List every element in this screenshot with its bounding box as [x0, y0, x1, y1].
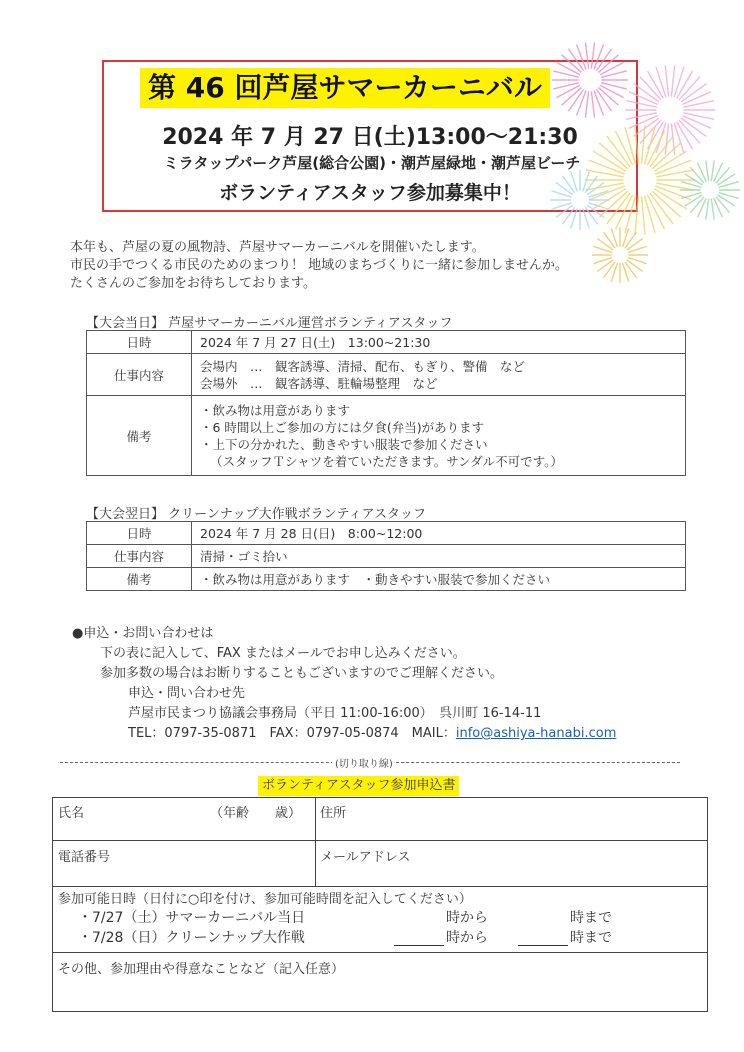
form-title: ボランティアスタッフ参加申込書 [258, 776, 459, 796]
firework-burst [585, 125, 695, 235]
form-address-field[interactable]: 住所 [320, 806, 347, 821]
day1-note-4: （スタッフＴシャツを着ていただきます。サンダル不可です。） [210, 453, 563, 469]
form-date1-until: 時まで [570, 910, 612, 926]
contact-line-2: 参加多数の場合はお断りすることもございますのでご理解ください。 [100, 666, 504, 681]
day1-datetime: 2024 年 7 月 27 日(土) 13:00~21:30 [200, 334, 431, 350]
form-email-field[interactable]: メールアドレス [320, 850, 411, 865]
day2-label-datetime: 日時 [87, 522, 192, 545]
intro-line-1: 本年も、芦屋の夏の風物詩、芦屋サマーカーニバルを開催いたします。 [70, 240, 485, 255]
intro-line-3: たくさんのご参加をお待ちしております。 [70, 276, 316, 291]
day1-section-title: 【大会当日】 芦屋サマーカーニバル運営ボランティアスタッフ [86, 316, 453, 331]
day1-label-notes: 備考 [87, 396, 192, 476]
day1-note-1: ・飲み物は用意があります [200, 402, 351, 418]
day2-table [86, 521, 686, 591]
day2-label-tasks: 仕事内容 [87, 545, 192, 568]
form-date2-until-blank[interactable] [518, 944, 568, 946]
form-date1-option[interactable]: ・7/27（土）サマーカーニバル当日 [78, 910, 306, 926]
day1-label-tasks: 仕事内容 [87, 354, 192, 396]
day2-tasks: 清掃・ゴミ拾い [200, 548, 288, 564]
form-date2-from-blank[interactable] [394, 944, 444, 946]
event-date: 2024 年 7 月 27 日(土)13:00～21:30 [162, 125, 578, 150]
day1-note-3: ・上下の分かれた、動きやすい服装で参加ください [200, 436, 488, 452]
day1-note-2: ・6 時間以上ご参加の方には夕食(弁当)があります [200, 419, 485, 435]
day2-label-notes: 備考 [87, 568, 192, 591]
event-venue: ミラタップパーク芦屋(総合公園)・潮芦屋緑地・潮芦屋ビーチ [163, 154, 581, 172]
intro-line-2: 市民の手でつくる市民のためのまつり！ 地域のまちづくりに一緒に参加しませんか。 [70, 258, 569, 273]
event-title: 第 46 回芦屋サマーカーニバル [140, 68, 550, 108]
cut-line-label: (切り取り線) [332, 755, 396, 770]
contact-phones: TEL：0797-35-0871 FAX：0797-05-0874 MAIL： [128, 726, 456, 741]
day1-label-datetime: 日時 [87, 331, 192, 354]
form-other-field[interactable]: その他、参加理由や得意なことなど（記入任意） [58, 962, 345, 977]
contact-line-3: 申込・問い合わせ先 [128, 686, 246, 701]
recruit-heading: ボランティアスタッフ参加募集中！ [219, 182, 521, 204]
day1-task-outside: 会場外 … 観客誘導、駐輪場整理 など [200, 375, 438, 391]
firework-burst [552, 42, 628, 117]
day2-section-title: 【大会翌日】 クリーンナップ大作戦ボランティアスタッフ [86, 507, 427, 522]
form-date2-until: 時まで [570, 930, 612, 946]
form-phone-field[interactable]: 電話番号 [58, 850, 111, 865]
day2-datetime: 2024 年 7 月 28 日(日) 8:00~12:00 [200, 525, 423, 541]
form-availability-label: 参加可能日時（日付に○印を付け、参加可能時間を記入してください） [58, 892, 472, 907]
contact-line-4: 芦屋市民まつり協議会事務局（平日 11:00-16:00） 呉川町 16-14-11 [128, 706, 542, 721]
form-date1-from: 時から [446, 910, 488, 926]
form-date2-from: 時から [446, 930, 488, 946]
form-date2-option[interactable]: ・7/28（日）クリーンナップ大作戦 [78, 930, 305, 946]
firework-burst [592, 227, 648, 283]
day1-task-inside: 会場内 … 観客誘導、清掃、配布、もぎり、警備 など [200, 358, 526, 374]
contact-line-5 [128, 722, 616, 741]
form-age-field[interactable]: （年齢 歳） [210, 806, 302, 821]
contact-email-link[interactable]: info@ashiya-hanabi.com [455, 726, 617, 741]
form-name-field[interactable]: 氏名 [58, 806, 85, 821]
contact-line-1: 下の表に記入して、FAX またはメールでお申し込みください。 [100, 646, 466, 661]
day1-table [86, 330, 686, 476]
day2-notes: ・飲み物は用意があります ・動きやすい服装で参加ください [200, 571, 551, 587]
firework-burst [680, 160, 740, 219]
contact-heading: ●申込・お問い合わせは [72, 626, 214, 641]
